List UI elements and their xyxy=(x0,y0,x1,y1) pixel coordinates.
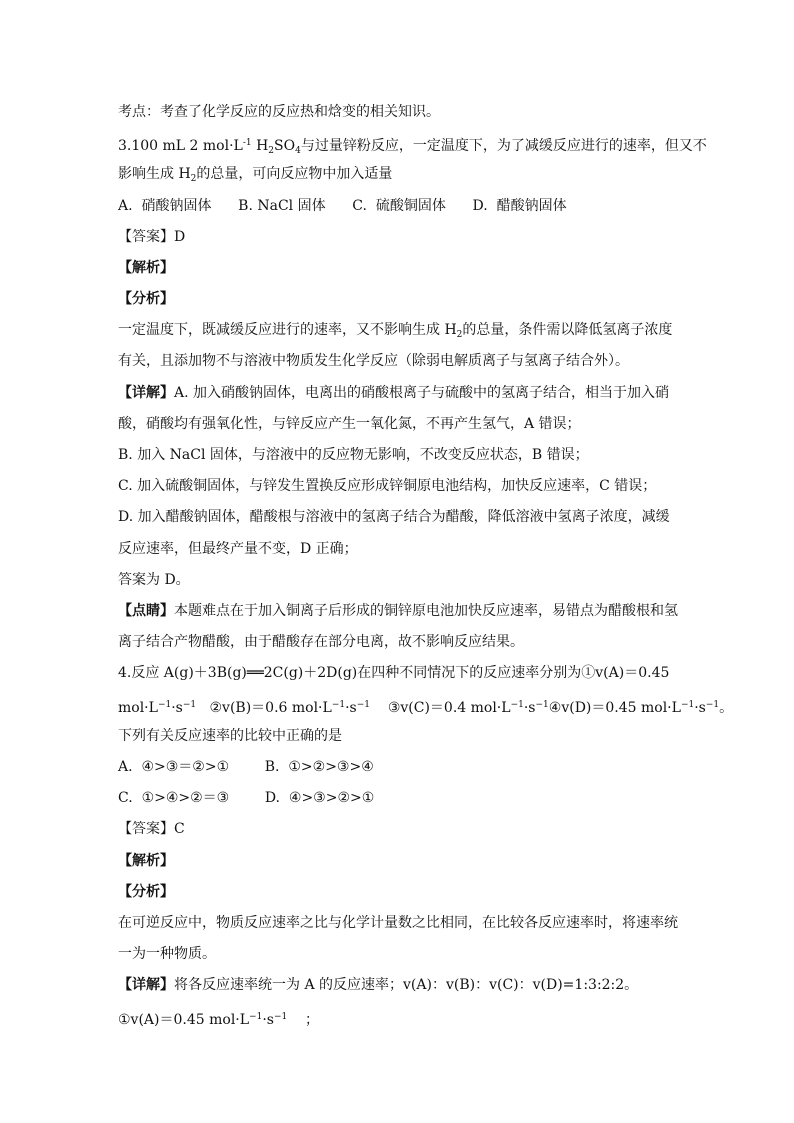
q3-text-c: H xyxy=(251,138,269,154)
q4-2i: ③v(C)＝0.4 mol·L xyxy=(370,700,511,716)
q4-2c: ·s xyxy=(171,700,183,716)
fx3-sub: 2 xyxy=(456,330,463,340)
q4-2h: −1 xyxy=(356,700,371,710)
xj4-2d: −1 xyxy=(273,1012,288,1022)
answer-3: 【答案】D xyxy=(118,229,186,245)
detail-3-line-2: 酸，硝酸均有强氧化性，与锌反应产生一氧化氮，不再产生氢气，A 错误； xyxy=(118,416,581,432)
detail-3-line-6: 反应速率，但最终产量不变，D 正确； xyxy=(118,541,358,557)
fenxi-4-line-2: 一为一种物质。 xyxy=(118,946,216,962)
fx3-c: 的总量，条件需以降低氢离子浓度 xyxy=(462,322,673,338)
fenxi-4-heading: 【分析】 xyxy=(118,884,174,900)
detail-4-text: 将各反应速率统一为 A 的反应速率；v(A)：v(B)：v(C)：v(D)=1:3:2:2。 xyxy=(174,977,639,993)
question-3-options: A. 硝酸钠固体 B. NaCl 固体 C. 硫酸铜固体 D. 醋酸钠固体 xyxy=(118,198,567,214)
detail-3-tag: 【详解】 xyxy=(118,385,174,401)
q3-line2-c: 的总量，可向反应物中加入适量 xyxy=(196,166,393,182)
highlight-3-line-2: 离子结合产物醋酸，由于醋酸存在部分电离，故不影响反应结果。 xyxy=(118,634,524,650)
detail-3-line-7: 答案为 D。 xyxy=(118,572,190,588)
q4-2d: −1 xyxy=(182,700,197,710)
detail-3-line-1 xyxy=(118,383,669,403)
q4-2e: ②v(B)＝0.6 mol·L xyxy=(196,700,332,716)
analysis-3-heading: 【解析】 xyxy=(118,260,174,276)
q3-text-a: 3.100 mL 2 mol·L xyxy=(118,138,243,154)
q4-2f: −1 xyxy=(331,700,346,710)
q3-text-e: SO xyxy=(274,138,296,154)
q4-2q: 。 xyxy=(719,700,734,716)
detail-3-line-4: C. 加入硫酸铜固体，与锌发生置换反应形成锌铜原电池结构，加快反应速率，C 错误； xyxy=(118,478,657,494)
xj4-2a: ①v(A)＝0.45 mol·L xyxy=(118,1012,250,1028)
analysis-4-heading: 【解析】 xyxy=(118,853,174,869)
fenxi-3-heading: 【分析】 xyxy=(118,291,174,307)
fenxi-3-line-1 xyxy=(118,320,672,345)
q3-sub-2: 2 xyxy=(268,146,275,156)
detail-3-text: A. 加入硝酸钠固体，电离出的硝酸根离子与硫酸中的氢离子结合，相当于加入硝 xyxy=(174,385,670,401)
question-4-line-3: 下列有关反应速率的比较中正确的是 xyxy=(118,728,342,744)
question-4-line-1: 4.反应 A(g)＋3B(g)══2C(g)＋2D(g)在四种不同情况下的反应速率分别为①v(A)＝0.45 xyxy=(118,665,670,681)
q4-2n: −1 xyxy=(680,700,695,710)
q4-2k: ·s xyxy=(523,700,536,716)
q3-line2-a: 影响生成 H xyxy=(118,166,191,182)
q4-2g: ·s xyxy=(345,700,357,716)
q4-2o: ·s xyxy=(694,700,706,716)
q4-2b: −1 xyxy=(157,700,172,710)
detail-4-tag: 【详解】 xyxy=(118,977,174,993)
fenxi-3-line-2: 有关，且添加物不与溶液中物质发生化学反应（除弱电解质离子与氢离子结合外）。 xyxy=(118,353,629,369)
q4-2l: −1 xyxy=(535,700,549,710)
question-3-stem-line-2 xyxy=(118,164,392,189)
xj4-2b: −1 xyxy=(249,1012,263,1022)
highlight-3-tag: 【点睛】 xyxy=(118,603,174,619)
xj4-2e: ； xyxy=(287,1012,320,1028)
xj4-2c: ·s xyxy=(262,1012,274,1028)
question-3-stem-line-1 xyxy=(118,133,707,161)
detail-4-line-1 xyxy=(118,975,638,995)
q3-text-g: 与过量锌粉反应，一定温度下，为了减缓反应进行的速率，但又不 xyxy=(300,138,707,154)
q4-2p: −1 xyxy=(705,700,720,710)
detail-3-line-5: D. 加入醋酸钠固体，醋酸根与溶液中的氢离子结合为醋酸，降低溶液中氢离子浓度，减缓 xyxy=(118,509,670,525)
q4-2a: mol·L xyxy=(118,700,158,716)
q3-sub-4: 4 xyxy=(295,146,301,156)
fenxi-4-line-1: 在可逆反应中，物质反应速率之比与化学计量数之比相同，在比较各反应速率时，将速率统 xyxy=(118,915,678,931)
question-4-options-2: C. ①>④>②＝③ D. ④>③>②>① xyxy=(118,790,375,806)
highlight-3-text: 本题难点在于加入铜离子后形成的铜锌原电池加快反应速率，易错点为醋酸根和氢 xyxy=(174,603,678,619)
q3-line2-sub: 2 xyxy=(190,174,197,184)
fx3-a: 一定温度下，既减缓反应进行的速率，又不影响生成 H xyxy=(118,322,457,338)
question-4-line-2 xyxy=(118,695,733,718)
q4-2j: −1 xyxy=(510,700,524,710)
exam-point-line: 考点：考查了化学反应的反应热和焓变的相关知识。 xyxy=(118,104,440,120)
q3-sup: -1 xyxy=(242,138,252,148)
detail-3-line-3: B. 加入 NaCl 固体，与溶液中的反应物无影响，不改变反应状态，B 错误； xyxy=(118,447,589,463)
question-4-options-1: A. ④>③＝②>① B. ①>②>③>④ xyxy=(118,759,374,775)
detail-4-line-2 xyxy=(118,1007,319,1030)
answer-4: 【答案】C xyxy=(118,821,185,837)
highlight-3-line-1 xyxy=(118,601,678,621)
q4-2m: ④v(D)＝0.45 mol·L xyxy=(548,700,681,716)
